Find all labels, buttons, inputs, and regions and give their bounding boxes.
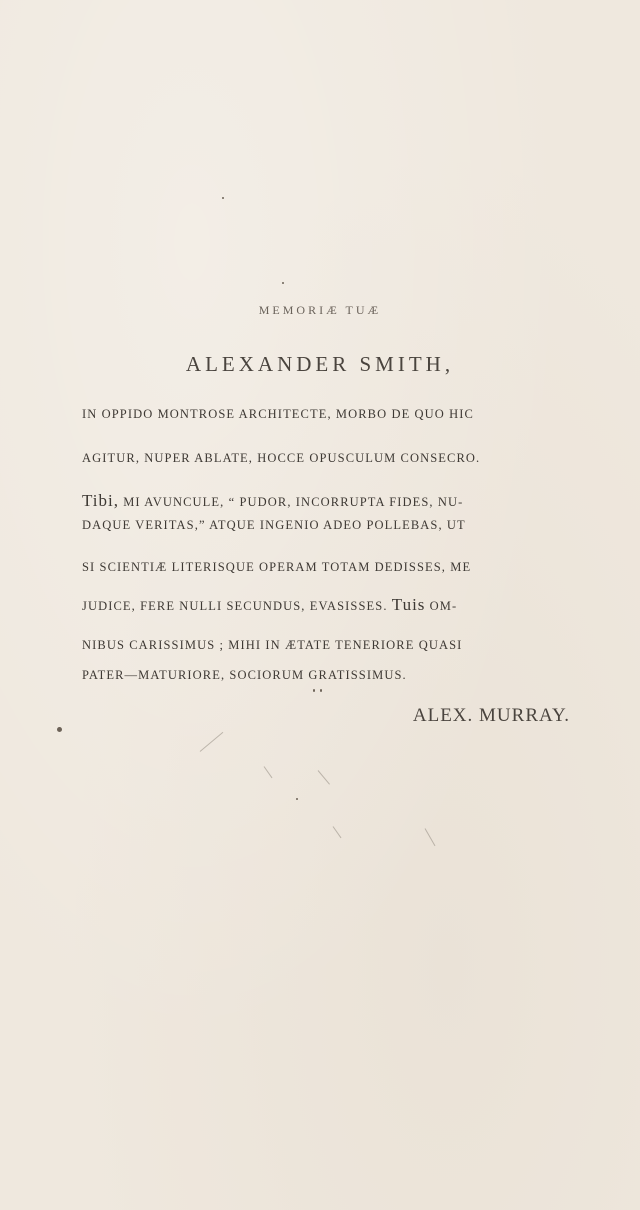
dedication-line-7: [82, 638, 570, 653]
dedicatee-name: ALEXANDER SMITH,: [185, 352, 455, 376]
dedication-line-6: [82, 595, 570, 615]
line-tail-cap: Tuis: [391, 595, 426, 614]
dedication-line-5: [82, 560, 570, 575]
line-text: JUDICE, FERE NULLI SECUNDUS, EVASISSES.: [82, 599, 392, 613]
dedication-line-2: [82, 451, 570, 466]
ink-speck: [282, 282, 284, 284]
dedication-line-8: [82, 668, 570, 683]
line-tail-rest: OM-: [425, 599, 458, 613]
line-text: AGITUR, NUPER ABLATE, HOCCE OPUSCULUM CONSECRO.: [82, 451, 481, 465]
line-text: PATER—MATURIORE, SOCIORUM GRATISSIMUS.: [82, 668, 407, 682]
signature: ALEX. MURRAY.: [412, 705, 570, 726]
show-through-mark: [333, 826, 342, 838]
line-text: SI SCIENTIÆ LITERISQUE OPERAM TOTAM DEDISSES, ME: [82, 560, 472, 574]
dedication-line-1: [82, 407, 570, 422]
show-through-mark: [425, 828, 436, 846]
show-through-mark: [264, 766, 273, 778]
ink-speck: [313, 689, 315, 692]
ink-speck: [296, 798, 298, 800]
line-text: MI AVUNCULE, “ PUDOR, INCORRUPTA FIDES, NU-: [118, 495, 464, 509]
ink-speck: [320, 689, 322, 692]
line-text: NIBUS CARISSIMUS ; MIHI IN ÆTATE TENERIORE QUASI: [82, 638, 463, 652]
line-text: DAQUE VERITAS,” ATQUE INGENIO ADEO POLLEBAS, UT: [82, 518, 466, 532]
dedication-header: MEMORIÆ TUÆ: [258, 303, 382, 317]
ink-speck: [57, 727, 62, 732]
dedication-line-3: [82, 491, 570, 511]
show-through-mark: [318, 770, 330, 784]
line-text: IN OPPIDO MONTROSE ARCHITECTE, MORBO DE QUO HIC: [82, 407, 474, 421]
dedication-line-4: [82, 518, 570, 533]
show-through-mark: [200, 732, 224, 752]
line-lead-word: Tibi,: [82, 491, 119, 510]
ink-speck: [222, 197, 224, 199]
